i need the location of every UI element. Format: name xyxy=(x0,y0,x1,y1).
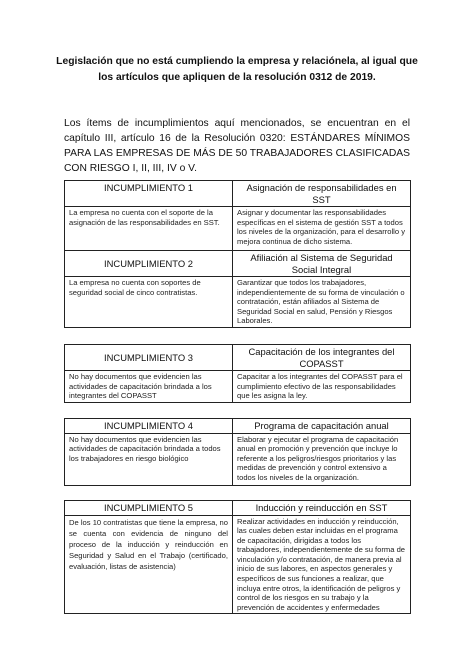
incumplimiento-label: INCUMPLIMIENTO 1 xyxy=(65,181,233,207)
incumplimiento-table-1 xyxy=(64,180,411,251)
incumplimiento-topic: Asignación de responsabilidades en SST xyxy=(233,181,411,207)
incumplimiento-detail: La empresa no cuenta con soportes de seguridad social de cinco contratistas. xyxy=(65,277,233,328)
table-header-row xyxy=(65,181,411,207)
incumplimiento-detail: No hay documentos que evidencien las actividades de capacitación brindada a todos los trabajadores en riesgo biológico xyxy=(65,433,233,485)
incumplimiento-requirement: Asignar y documentar las responsabilidades específicas en el sistema de gestión SST a todos los niveles de la organización, para el desarrollo y mejora continua de dicho sistema. xyxy=(233,207,411,251)
table-row xyxy=(65,515,411,614)
incumplimiento-table-3 xyxy=(64,344,411,403)
intro-paragraph: Los ítems de incumplimientos aquí mencionados, se encuentran en el capítulo III, artículo 16 de la Resolución 0320: ESTÁNDARES MÍNIMOS PARA LAS EMPRESAS DE MÁS DE 50 TRABAJADORES CLASIFICADAS CON RIESGO I, II, III, IV o V. xyxy=(64,118,410,174)
table-header-row xyxy=(65,345,411,371)
incumplimiento-topic: Inducción y reinducción en SST xyxy=(233,501,411,516)
table-row xyxy=(65,433,411,485)
incumplimiento-label: INCUMPLIMIENTO 5 xyxy=(65,501,233,516)
incumplimiento-label: INCUMPLIMIENTO 3 xyxy=(65,345,233,371)
document-title: Legislación que no está cumpliendo la empresa y relaciónela, al igual que los artículos que apliquen de la resolución 0312 de 2019. xyxy=(56,56,418,83)
incumplimiento-requirement: Elaborar y ejecutar el programa de capacitación anual en promoción y prevención que incluye lo referente a los peligros/riesgos prioritarios y las medidas de prevención y control extensivo a todos los niveles de la organización. xyxy=(233,433,411,485)
table-header-row xyxy=(65,251,411,277)
incumplimiento-topic: Programa de capacitación anual xyxy=(233,419,411,434)
table-row xyxy=(65,207,411,251)
table-header-row xyxy=(65,419,411,434)
table-row xyxy=(65,277,411,328)
incumplimiento-requirement: Garantizar que todos los trabajadores, independientemente de su forma de vinculación o contratación, están afiliados al Sistema de Seguridad Social en salud, Pensión y Riesgos Laborales. xyxy=(233,277,411,328)
table-header-row xyxy=(65,501,411,516)
incumplimiento-detail: La empresa no cuenta con el soporte de la asignación de las responsabilidades en SST. xyxy=(65,207,233,251)
incumplimiento-topic: Capacitación de los integrantes del COPASST xyxy=(233,345,411,371)
incumplimiento-table-2 xyxy=(64,250,411,328)
incumplimiento-table-4 xyxy=(64,418,411,486)
incumplimiento-label: INCUMPLIMIENTO 4 xyxy=(65,419,233,434)
incumplimiento-requirement: Capacitar a los integrantes del COPASST para el cumplimiento efectivo de las responsabilidades que les asigna la ley. xyxy=(233,371,411,403)
table-row xyxy=(65,371,411,403)
incumplimiento-topic: Afiliación al Sistema de Seguridad Social Integral xyxy=(233,251,411,277)
incumplimiento-requirement: Realizar actividades en inducción y reinducción, las cuales deben estar incluidas en el programa de capacitación, dirigidas a todos los trabajadores, independientemente de su forma de vinculación y/o contratación, de manera previa al inicio de sus labores, en aspectos generales y específicos de sus funciones a realizar, que incluya entre otros, la identificación de peligros y control de los riesgos en su trabajo y la prevención de accidentes y enfermedades xyxy=(233,515,411,614)
incumplimiento-label: INCUMPLIMIENTO 2 xyxy=(65,251,233,277)
incumplimiento-table-5 xyxy=(64,500,411,614)
incumplimiento-detail: No hay documentos que evidencien las actividades de capacitación brindada a los integrantes del COPASST xyxy=(65,371,233,403)
incumplimiento-detail: De los 10 contratistas que tiene la empresa, no se cuenta con evidencia de ninguno del proceso de la inducción y reinducción en Seguridad y Salud en el Trabajo (certificado, evaluación, listas de asistencia) xyxy=(65,515,233,614)
